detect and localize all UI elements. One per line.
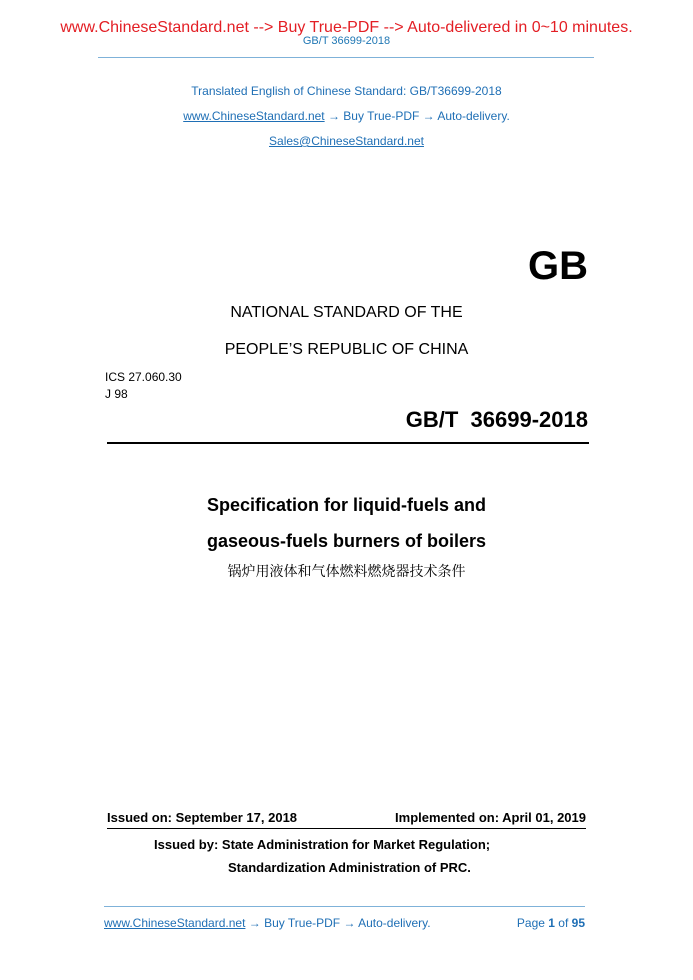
standard-number: GB/T 36699-2018 [405,407,588,432]
translated-note: Translated English of Chinese Standard: GB/T36699-2018 [191,84,502,98]
title-line1: Specification for liquid-fuels and [206,495,487,515]
header-standard-code: GB/T 36699-2018 [302,35,391,47]
implemented-on: Implemented on: April 01, 2019 [395,810,586,825]
footer-site-link[interactable]: www.ChineseStandard.net [104,916,246,930]
footer-buy-line [104,916,431,930]
national-standard-line1: NATIONAL STANDARD OF THE [230,304,463,321]
issued-by-line2: Standardization Administration of PRC. [228,860,471,875]
footer-buy-text: → Buy True-PDF → Auto-delivery. [245,916,431,930]
page-indicator [517,916,585,930]
issued-on: Issued on: September 17, 2018 [107,810,298,825]
footer-divider [104,906,585,907]
gb-mark: GB [528,244,588,288]
page-label: Page [516,916,549,930]
intro-buy-text: → Buy True-PDF → Auto-delivery. [324,109,510,123]
page-current: 1 [548,916,555,930]
title-divider [107,442,589,444]
national-standard-line2: PEOPLE’S REPUBLIC OF CHINA [224,341,469,358]
sales-email-link[interactable]: Sales@ChineseStandard.net [269,134,424,148]
issued-by-line1: Issued by: State Administration for Market Regulation; [154,837,491,852]
ics-code: ICS 27.060.30 [105,370,182,384]
ccs-code: J 98 [105,387,128,401]
page-total: 95 [571,916,585,930]
header-divider [98,57,594,58]
intro-site-link[interactable]: www.ChineseStandard.net [183,109,325,123]
title-chinese: 锅炉用液体和气体燃料燃烧器技术条件 [227,564,466,580]
dates-divider [107,828,586,829]
page-of: of [554,916,572,930]
intro-buy-line [0,109,693,123]
intro-email-line [0,134,693,148]
top-banner[interactable]: www.ChineseStandard.net --> Buy True-PDF --> Auto-delivered in 0~10 minutes. [60,19,633,36]
title-line2: gaseous-fuels burners of boilers [206,531,487,551]
